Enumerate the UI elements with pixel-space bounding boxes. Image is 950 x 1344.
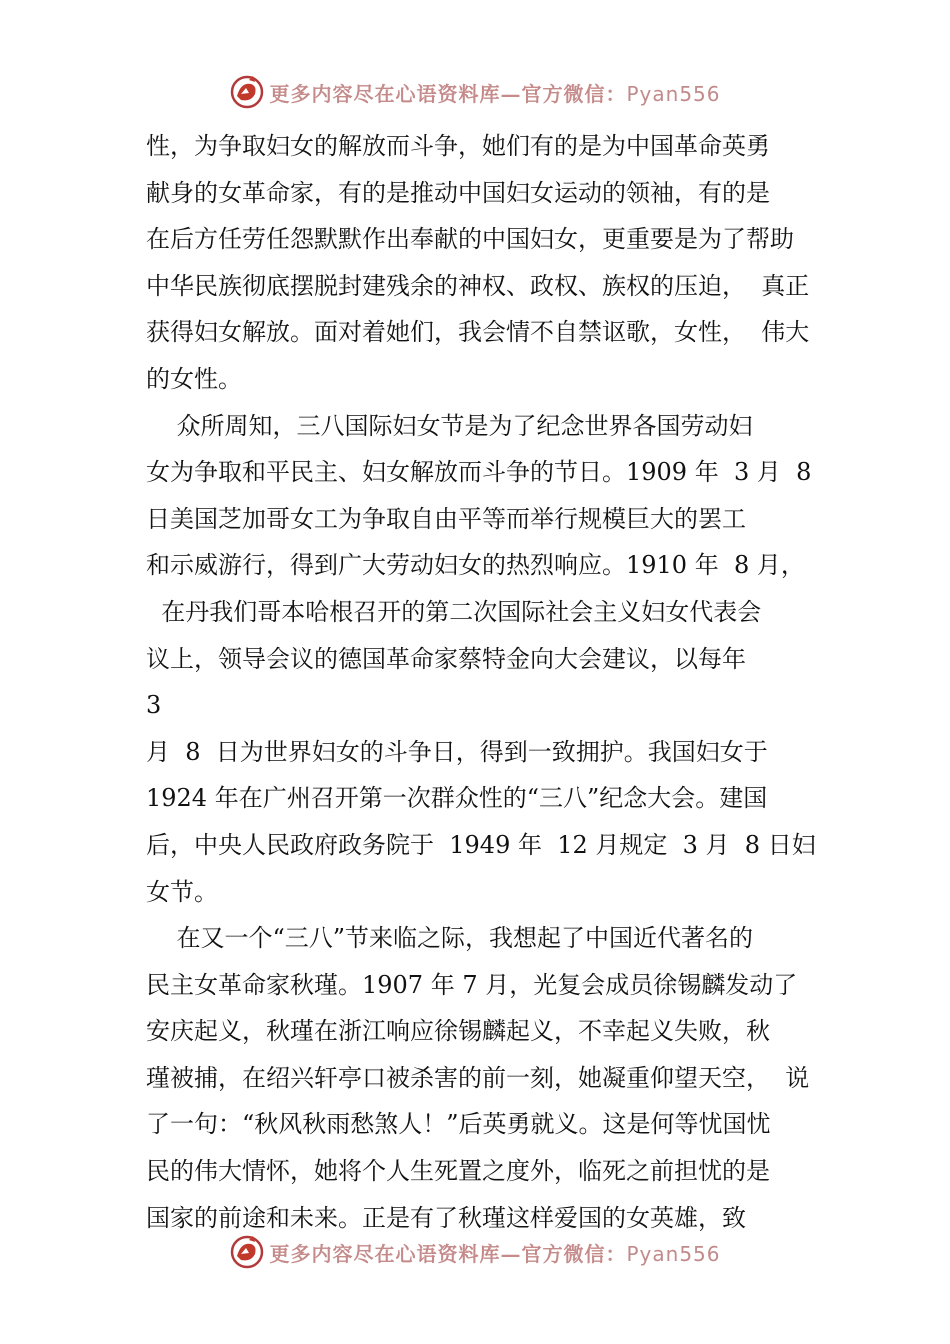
rooster-seal-icon [229,1234,265,1270]
footer-text-main: 更多内容尽在心语资料库—官方微信： [269,1241,627,1266]
text-line: 的女性。 [146,364,242,393]
text-line: 了一句：“秋风秋雨愁煞人！”后英勇就义。这是何等忧国忧 [146,1110,771,1139]
footer-text [269,1238,720,1267]
footer-banner [0,1232,950,1272]
footer-wechat-id: Pyan556 [626,1241,721,1266]
text-line: 在丹我们哥本哈根召开的第二次国际社会主义妇女代表会 [146,597,762,626]
header-text-main: 更多内容尽在心语资料库—官方微信： [269,81,627,106]
text-line: 获得妇女解放。面对着她们，我会情不自禁讴歌，女性， 伟大 [146,318,810,347]
text-line: 女为争取和平民主、妇女解放而斗争的节日。1909 年 3 月 8 [146,458,812,487]
text-line: 民主女革命家秋瑾。1907 年 7 月，光复会成员徐锡麟发动了 [146,970,798,999]
text-line: 国家的前途和未来。正是有了秋瑾这样爱国的女英雄，致 [146,1203,746,1232]
text-line: 和示威游行，得到广大劳动妇女的热烈响应。1910 年 8 月， [146,551,805,580]
header-text [269,78,720,107]
text-line: 性，为争取妇女的解放而斗争，她们有的是为中国革命英勇 [146,132,770,160]
document-body [146,123,826,1241]
text-line: 众所周知，三八国际妇女节是为了纪念世界各国劳动妇 [146,411,753,440]
text-line: 日美国芝加哥女工为争取自由平等而举行规模巨大的罢工 [146,504,746,533]
text-line: 议上，领导会议的德国革命家蔡特金向大会建议，以每年 [146,644,746,673]
rooster-seal-icon [229,74,265,110]
text-line: 在又一个“三八”节来临之际，我想起了中国近代著名的 [146,924,754,953]
text-line: 安庆起义，秋瑾在浙江响应徐锡麟起义，不幸起义失败，秋 [146,1017,770,1046]
text-line: 民的伟大情怀，她将个人生死置之度外，临死之前担忧的是 [146,1157,770,1186]
text-line: 3 [146,691,162,720]
text-line: 月 8 日为世界妇女的斗争日，得到一致拥护。我国妇女于 [146,737,768,766]
text-line: 献身的女革命家，有的是推动中国妇女运动的领袖，有的是 [146,178,770,207]
text-line: 在后方任劳任怨默默作出奉献的中国妇女，更重要是为了帮助 [146,225,794,254]
header-wechat-id: Pyan556 [626,81,721,106]
text-line: 瑾被捕，在绍兴轩亭口被杀害的前一刻，她凝重仰望天空， 说 [146,1063,810,1092]
text-line: 后，中央人民政府政务院于 1949 年 12 月规定 3 月 8 日妇 [146,830,816,859]
text-line: 中华民族彻底摆脱封建残余的神权、政权、族权的压迫， 真正 [146,271,810,300]
text-line: 女节。 [146,877,218,906]
header-banner [0,72,950,112]
text-line: 1924 年在广州召开第一次群众性的“三八”纪念大会。建国 [146,784,768,813]
